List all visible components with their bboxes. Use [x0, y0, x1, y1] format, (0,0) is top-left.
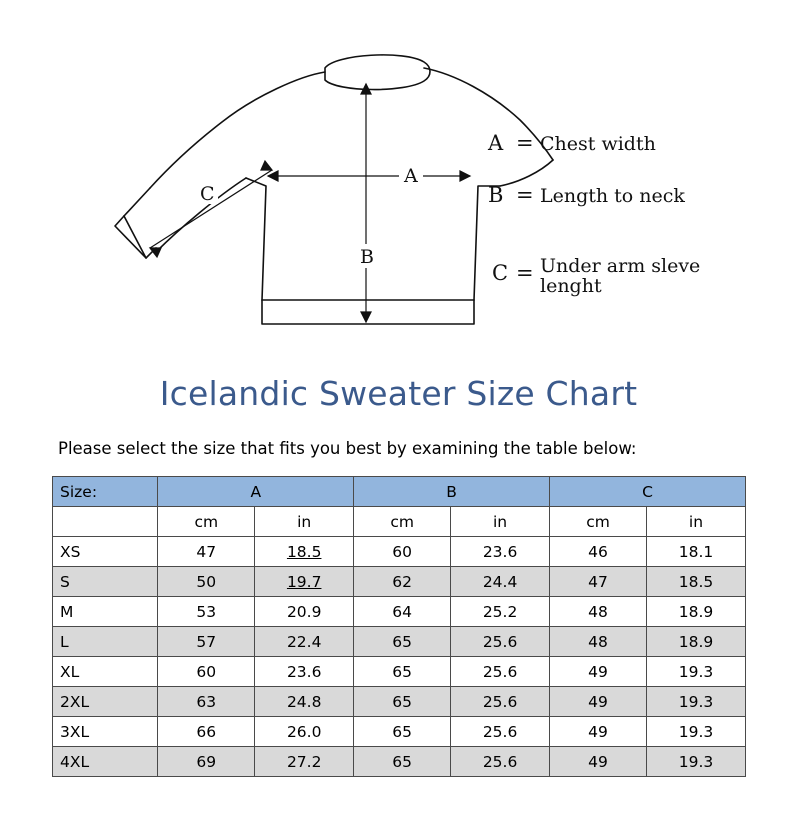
cell-a-in: 20.9: [255, 597, 354, 627]
cell-c-cm: 48: [550, 627, 647, 657]
row-size-label: M: [53, 597, 158, 627]
intro-text: Please select the size that fits you best by examining the table below:: [58, 439, 637, 458]
cell-b-cm: 65: [354, 627, 451, 657]
legend-eq-c: =: [516, 261, 534, 285]
legend-key-c: C: [492, 261, 509, 285]
legend-text-a: Chest width: [540, 133, 656, 155]
cell-b-cm: 60: [354, 537, 451, 567]
legend-text-b: Length to neck: [540, 185, 685, 207]
cell-b-cm: 65: [354, 687, 451, 717]
row-size-label: XL: [53, 657, 158, 687]
cell-a-in: 26.0: [255, 717, 354, 747]
table-row: [53, 627, 746, 657]
table-row: [53, 687, 746, 717]
size-table-head: [53, 477, 746, 537]
header-group-a: A: [158, 477, 354, 507]
cell-b-cm: 62: [354, 567, 451, 597]
cell-a-in: 19.7: [255, 567, 354, 597]
table-row: [53, 537, 746, 567]
header-group-b: B: [354, 477, 550, 507]
cell-c-cm: 48: [550, 597, 647, 627]
cell-c-in: 18.5: [646, 567, 745, 597]
row-size-label: S: [53, 567, 158, 597]
table-header-row: [53, 477, 746, 507]
cell-a-in: 22.4: [255, 627, 354, 657]
cell-c-cm: 49: [550, 687, 647, 717]
cell-b-in: 25.2: [451, 597, 550, 627]
legend-text-c-line2: lenght: [540, 275, 602, 297]
cell-b-cm: 65: [354, 747, 451, 777]
table-row: [53, 657, 746, 687]
unit-c-in: in: [646, 507, 745, 537]
cell-c-in: 18.9: [646, 597, 745, 627]
cell-b-cm: 64: [354, 597, 451, 627]
cell-c-in: 19.3: [646, 747, 745, 777]
cell-b-in: 25.6: [451, 657, 550, 687]
row-size-label: 2XL: [53, 687, 158, 717]
header-group-c: C: [550, 477, 746, 507]
row-size-label: 3XL: [53, 717, 158, 747]
cell-a-cm: 47: [158, 537, 255, 567]
cell-c-in: 19.3: [646, 717, 745, 747]
table-row: [53, 747, 746, 777]
cell-a-cm: 53: [158, 597, 255, 627]
legend-key-b: B: [488, 183, 504, 207]
cell-a-cm: 57: [158, 627, 255, 657]
diagram-label-c: C: [200, 183, 215, 205]
cell-b-in: 25.6: [451, 687, 550, 717]
legend-eq-a: =: [516, 131, 534, 155]
table-units-row: [53, 507, 746, 537]
cell-b-in: 25.6: [451, 747, 550, 777]
table-row: [53, 597, 746, 627]
cell-c-cm: 49: [550, 747, 647, 777]
cell-c-cm: 49: [550, 717, 647, 747]
cell-a-cm: 60: [158, 657, 255, 687]
row-size-label: 4XL: [53, 747, 158, 777]
header-size-label: Size:: [53, 477, 158, 507]
row-size-label: L: [53, 627, 158, 657]
table-row: [53, 567, 746, 597]
diagram-label-a: A: [404, 165, 418, 187]
cell-c-in: 19.3: [646, 657, 745, 687]
cell-c-in: 18.1: [646, 537, 745, 567]
cell-a-in: 27.2: [255, 747, 354, 777]
cell-b-in: 24.4: [451, 567, 550, 597]
cell-c-in: 18.9: [646, 627, 745, 657]
size-table-container: [52, 476, 746, 777]
size-table-body: [53, 537, 746, 777]
cell-a-cm: 69: [158, 747, 255, 777]
table-row: [53, 717, 746, 747]
cell-b-in: 25.6: [451, 627, 550, 657]
cell-a-cm: 50: [158, 567, 255, 597]
cell-c-cm: 46: [550, 537, 647, 567]
cell-a-cm: 63: [158, 687, 255, 717]
cell-b-in: 23.6: [451, 537, 550, 567]
cell-a-in: 18.5: [255, 537, 354, 567]
sweater-diagram: [0, 0, 797, 370]
units-empty-cell: [53, 507, 158, 537]
size-table: [52, 476, 746, 777]
unit-b-in: in: [451, 507, 550, 537]
row-size-label: XS: [53, 537, 158, 567]
unit-a-in: in: [255, 507, 354, 537]
legend-text-c-line1: Under arm sleve: [540, 255, 701, 277]
cell-c-in: 19.3: [646, 687, 745, 717]
cell-c-cm: 49: [550, 657, 647, 687]
cell-b-in: 25.6: [451, 717, 550, 747]
cell-b-cm: 65: [354, 657, 451, 687]
legend-eq-b: =: [516, 183, 534, 207]
cell-a-cm: 66: [158, 717, 255, 747]
cell-a-in: 24.8: [255, 687, 354, 717]
sweater-illustration: [0, 0, 797, 370]
unit-c-cm: cm: [550, 507, 647, 537]
unit-a-cm: cm: [158, 507, 255, 537]
legend-key-a: A: [488, 131, 504, 155]
cell-b-cm: 65: [354, 717, 451, 747]
cell-c-cm: 47: [550, 567, 647, 597]
page-title: Icelandic Sweater Size Chart: [159, 374, 638, 413]
cell-a-in: 23.6: [255, 657, 354, 687]
diagram-label-b: B: [360, 246, 374, 268]
unit-b-cm: cm: [354, 507, 451, 537]
